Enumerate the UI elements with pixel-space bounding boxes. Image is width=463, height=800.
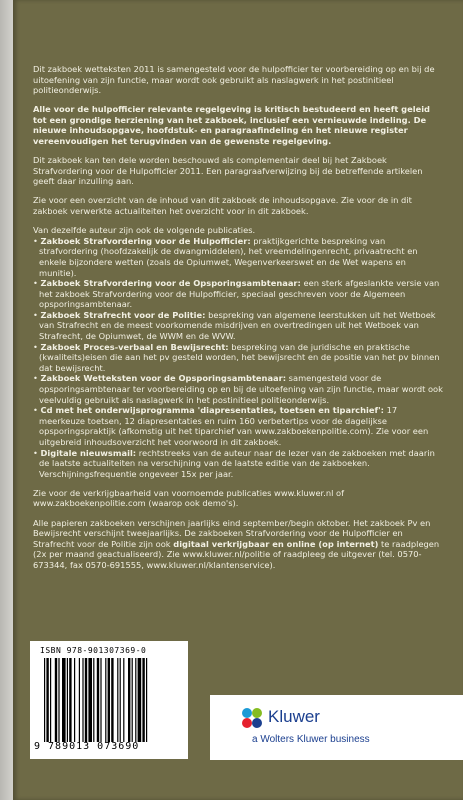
closing-text-bold: digitaal verkrijgbaar en online (op internet) (173, 538, 379, 549)
list-item: • Zakboek Proces-verbaal en Bewijsrecht: bespreking van de juridische en praktische (kwaliteits)eisen die aan het pv gesteld worden, het bewijsrecht en de positie van het pv binnen dat bewijsrecht. (33, 341, 440, 373)
revision-paragraph: Alle voor de hulpofficier relevante regelgeving is kritisch bestudeerd en heeft geleid tot een grondige herziening van het zakboek, inclusief een vernieuwde indeling. De nieuwe inhoudsopgave, hoofdstuk- en paragraafindeling én het nieuwe register vereenvoudigen het terugvinden van de gewenste regelgeving. (33, 104, 430, 147)
back-cover-text (33, 64, 443, 579)
list-item: • Digitale nieuwsmail: rechtstreeks van de auteur naar de lezer van de zakboeken met daarin de laatste actualiteiten na verschijning van de laatste editie van de zakboeken. Verschijningsfrequentie ongeveer 15x per jaar. (33, 447, 435, 479)
closing-text-start: Alle papieren zakboeken verschijnen jaarlijks eind september/begin oktober. Het zakboek Pv en Bewijsrecht verschijnt tweejaarlijks. De zakboeken Strafvordering voor de Hulpofficier en Strafrecht voor de Politie zijn ook (33, 517, 431, 549)
publisher-tagline: a Wolters Kluwer business (252, 734, 370, 745)
kluwer-logo-icon (240, 706, 264, 730)
publication-text: een sterk afgeslankte versie van het zakboek Strafvordering voor de Hulpofficier, speciaal geschreven voor de Algemeen opsporingsambtenaar. (39, 278, 440, 310)
publication-title: Zakboek Proces-verbaal en Bewijsrecht: (40, 341, 229, 352)
barcode-icon (42, 658, 182, 742)
publications-intro: Van dezelfde auteur zijn ook de volgende publicaties. (33, 225, 256, 236)
list-item: • Zakboek Strafrecht voor de Politie: bespreking van algemene leerstukken uit het Wetboek van Strafrecht en de meest voorkomende misdrijven en overtredingen uit het Wetboek van Strafrecht, de Opiumwet, de WWM en de WVW. (33, 309, 436, 342)
publication-text: 17 meerkeuze toetsen, 12 diapresentaties en ruim 160 verbetertips voor de dagelijkse opsporingspraktijk (afkomstig uit het tiparchief van www.zakboekenpolitie.com). Zie voor een uitgebreid inhoudsoverzicht het voorwoord in dit zakboek. (39, 405, 429, 447)
publication-text: praktijkgerichte bespreking van strafvordering (hoofdzakelijk de dwangmiddelen), het vreemdelingenrecht, privaatrecht en enkele bijzondere wetten (zoals de Opiumwet, Wegenverkeerswet en de Wet wapens en munitie). (39, 235, 418, 278)
intro-paragraph: Dit zakboek wetteksten 2011 is samengesteld voor de hulpofficier ter voorbereiding op en bij de uitoefening van zijn functie, maar wordt ook gebruikt als naslagwerk in het postinitieel politieonderwijs. (33, 64, 435, 96)
complement-paragraph: Dit zakboek kan ten dele worden beschouwd als complementair deel bij het Zakboek Strafvordering voor de Hulpofficier 2011. Een paragraafverwijzing bij de betreffende artikelen geeft daar inzulling aan. (33, 155, 423, 187)
closing-text-end: te raadplegen (2x per maand geactualiseerd). Zie www.kluwer.nl/politie of raadpleeg de uitgever (tel. 0570-673344, fax 0570-691555, www.kluwer.nl/klantenservice). (33, 538, 440, 570)
list-item: • Zakboek Strafvordering voor de Hulpofficier: praktijkgerichte bespreking van strafvordering (hoofdzakelijk de dwangmiddelen), het vreemdelingenrecht, privaatrecht en enkele bijzondere wetten (zoals de Opiumwet, Wegenverkeerswet en de Wet wapens en munitie). (33, 235, 418, 278)
publication-text: rechtstreeks van de auteur naar de lezer van de zakboeken met daarin de laatste actualiteiten na verschijning van de laatste editie van de zakboeken. Verschijningsfrequentie ongeveer 15x per jaar. (39, 447, 435, 479)
barcode-digits: 9 789013 073690 (34, 741, 140, 752)
publisher-box (210, 695, 463, 760)
isbn-text: ISBN 978-901307369-0 (40, 646, 147, 655)
publication-text: bespreking van de juridische en praktische (kwaliteits)eisen die aan het pv gesteld worden, het bewijsrecht en de positie van het pv binnen dat bewijsrecht. (39, 341, 440, 373)
publication-text: bespreking van algemene leerstukken uit het Wetboek van Strafrecht en de meest voorkomende misdrijven en overtredingen uit het Wetboek van Strafrecht, de Opiumwet, de WWM en de WVW. (39, 309, 436, 342)
publication-title: Zakboek Strafrecht voor de Politie: (40, 309, 206, 320)
publication-title: Zakboek Strafvordering voor de Opsporingsambtenaar: (40, 278, 301, 289)
spine-edge (0, 0, 13, 800)
list-item: • Zakboek Strafvordering voor de Opsporingsambtenaar: een sterk afgeslankte versie van het zakboek Strafvordering voor de Hulpofficier, speciaal geschreven voor de Algemeen opsporingsambtenaar. (33, 278, 440, 310)
publication-title: Digitale nieuwsmail: (40, 447, 137, 458)
availability-paragraph: Zie voor de verkrijgbaarheid van voornoemde publicaties www.kluwer.nl of www.zakboekenpolitie.com (waarop ook demo's). (33, 487, 345, 509)
publication-title: Zakboek Wetteksten voor de Opsporingsambtenaar: (40, 373, 287, 384)
closing-paragraph (33, 518, 443, 571)
list-item: • Zakboek Wetteksten voor de Opsporingsambtenaar: samengesteld voor de opsporingsambtenaar ter voorbereiding op en bij de uitoefening van zijn functie, maar wordt ook veelvuldig gebruikt als naslagwerk in het postinitieel politieonderwijs. (33, 373, 443, 405)
barcode-box (30, 641, 188, 759)
list-item: • Cd met het onderwijsprogramma 'diapresentaties, toetsen en tiparchief': 17 meerkeuze toetsen, 12 diapresentaties en ruim 160 verbetertips voor de dagelijkse opsporingspraktijk (afkomstig uit het tiparchief van www.zakboekenpolitie.com). Zie voor een uitgebreid inhoudsoverzicht het voorwoord in dit zakboek. (33, 405, 429, 447)
publication-title: Cd met het onderwijsprogramma 'diapresentaties, toetsen en tiparchief': (40, 405, 384, 416)
publication-title: Zakboek Strafvordering voor de Hulpofficier: (40, 235, 251, 246)
publication-text: samengesteld voor de opsporingsambtenaar ter voorbereiding op en bij de uitoefening van zijn functie, maar wordt ook veelvuldig gebruikt als naslagwerk in het postinitieel politieonderwijs. (39, 373, 443, 405)
overview-paragraph: Zie voor een overzicht van de inhoud van dit zakboek de inhoudsopgave. Zie voor de in dit zakboek verwerkte actualiteiten het overzicht voor in dit zakboek. (33, 195, 412, 217)
publications-list (33, 236, 443, 480)
publisher-name: Kluwer (268, 707, 320, 726)
